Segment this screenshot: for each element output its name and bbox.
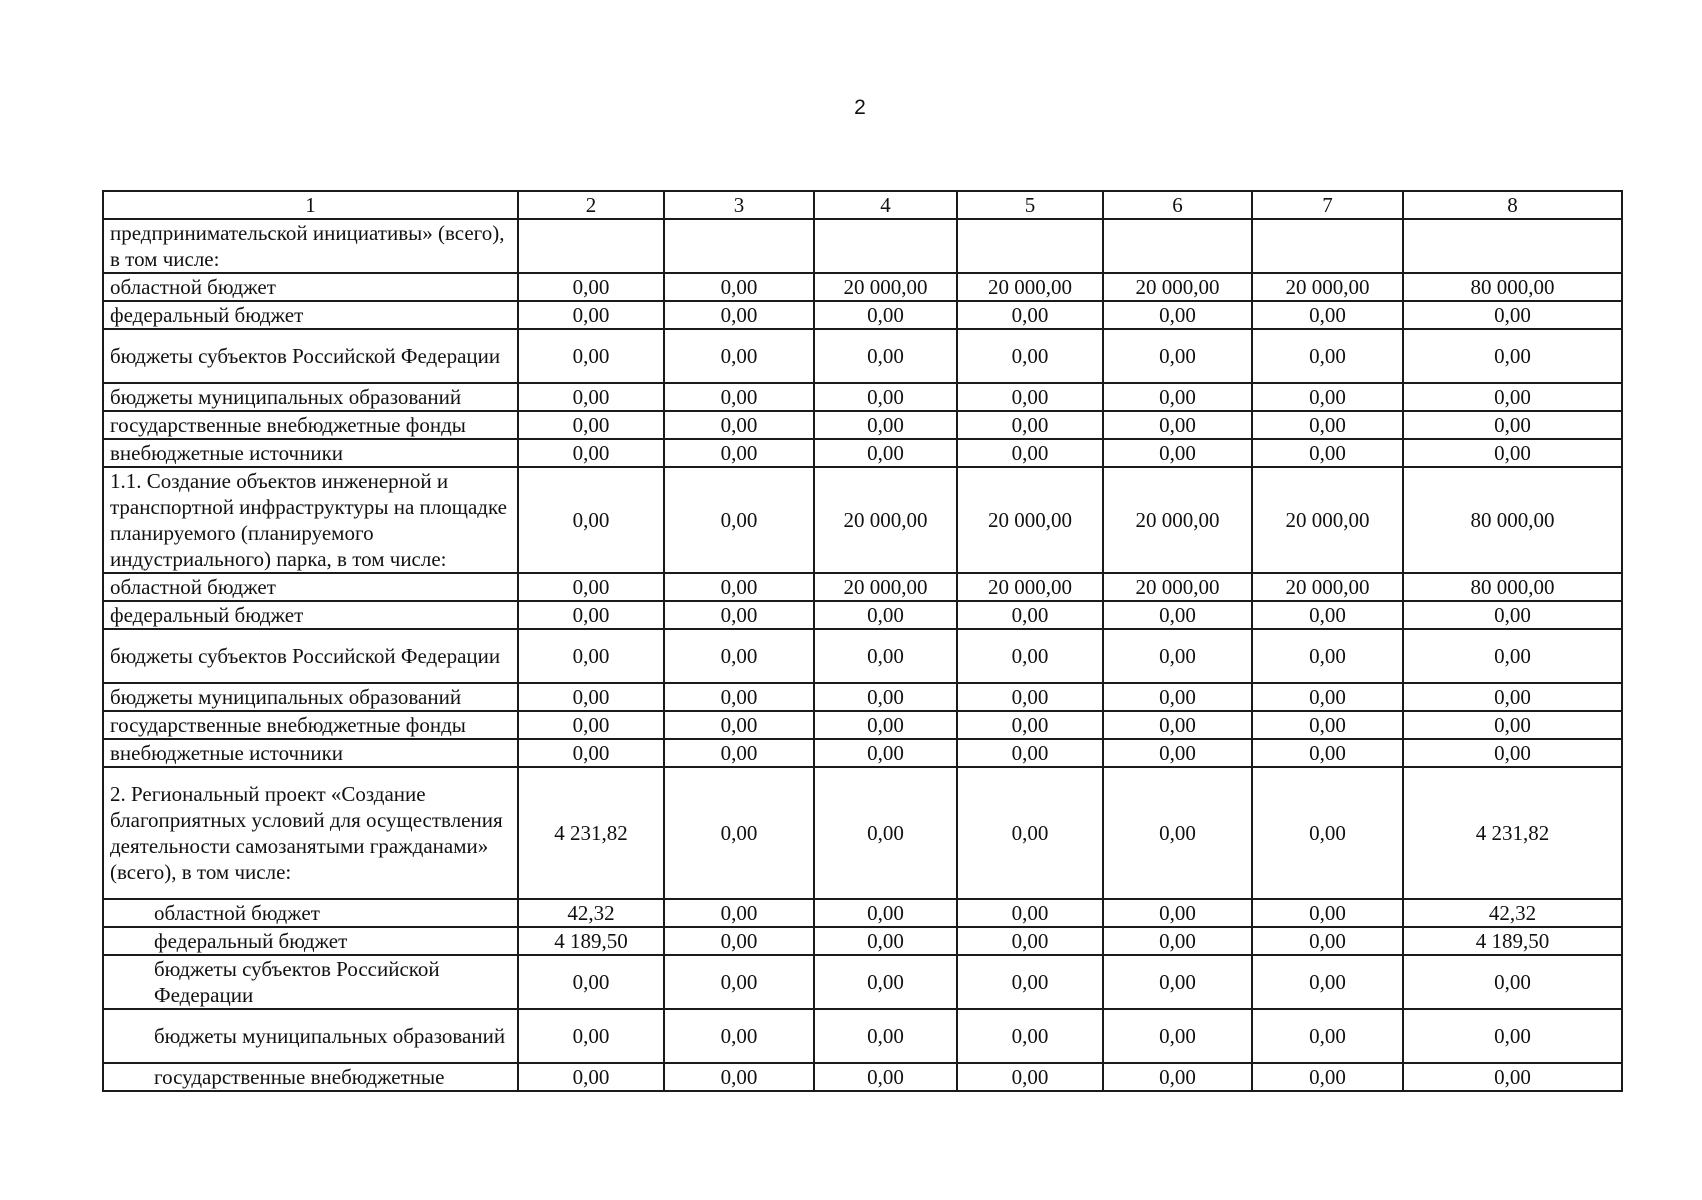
value-cell: 20 000,00 bbox=[957, 467, 1103, 573]
value-cell: 0,00 bbox=[814, 301, 957, 329]
value-cell: 0,00 bbox=[1103, 927, 1252, 955]
value-cell: 0,00 bbox=[664, 273, 814, 301]
value-cell: 0,00 bbox=[1103, 683, 1252, 711]
value-cell: 0,00 bbox=[518, 601, 664, 629]
value-cell: 0,00 bbox=[1103, 1009, 1252, 1063]
value-cell: 0,00 bbox=[814, 411, 957, 439]
value-cell: 0,00 bbox=[518, 467, 664, 573]
value-cell: 0,00 bbox=[1403, 301, 1622, 329]
value-cell: 0,00 bbox=[664, 1063, 814, 1091]
table-row bbox=[103, 683, 1622, 711]
value-cell: 0,00 bbox=[664, 383, 814, 411]
value-cell: 20 000,00 bbox=[1252, 273, 1403, 301]
value-cell: 0,00 bbox=[664, 329, 814, 383]
value-cell: 0,00 bbox=[1103, 383, 1252, 411]
table-row bbox=[103, 927, 1622, 955]
value-cell: 0,00 bbox=[957, 711, 1103, 739]
column-header-8: 8 bbox=[1403, 191, 1622, 219]
value-cell: 0,00 bbox=[664, 711, 814, 739]
value-cell: 0,00 bbox=[814, 439, 957, 467]
value-cell: 0,00 bbox=[1403, 383, 1622, 411]
column-header-3: 3 bbox=[664, 191, 814, 219]
row-label: федеральный бюджет bbox=[103, 601, 518, 629]
value-cell: 0,00 bbox=[1103, 899, 1252, 927]
row-label: 1.1. Создание объектов инженерной и транспортной инфраструктуры на площадке планируемого (планируемого индустриального) парка, в том числе: bbox=[103, 467, 518, 573]
value-cell: 0,00 bbox=[1103, 329, 1252, 383]
value-cell: 4 189,50 bbox=[1403, 927, 1622, 955]
column-header-1: 1 bbox=[103, 191, 518, 219]
table-row bbox=[103, 899, 1622, 927]
value-cell: 20 000,00 bbox=[1103, 273, 1252, 301]
value-cell: 0,00 bbox=[1103, 439, 1252, 467]
row-label: государственные внебюджетные bbox=[103, 1063, 518, 1091]
row-label: внебюджетные источники bbox=[103, 439, 518, 467]
row-label: бюджеты муниципальных образований bbox=[103, 683, 518, 711]
row-label: бюджеты муниципальных образований bbox=[103, 1009, 518, 1063]
row-label: областной бюджет bbox=[103, 273, 518, 301]
value-cell: 0,00 bbox=[664, 683, 814, 711]
value-cell: 0,00 bbox=[664, 411, 814, 439]
column-header-7: 7 bbox=[1252, 191, 1403, 219]
value-cell: 0,00 bbox=[1103, 955, 1252, 1009]
empty-cell bbox=[518, 219, 664, 273]
value-cell: 0,00 bbox=[1403, 1009, 1622, 1063]
value-cell: 0,00 bbox=[518, 683, 664, 711]
row-label: 2. Региональный проект «Создание благоприятных условий для осуществления деятельности самозанятыми гражданами» (всего), в том числе: bbox=[103, 767, 518, 899]
value-cell: 0,00 bbox=[957, 383, 1103, 411]
value-cell: 0,00 bbox=[1252, 955, 1403, 1009]
value-cell: 20 000,00 bbox=[1103, 467, 1252, 573]
value-cell: 0,00 bbox=[1103, 739, 1252, 767]
value-cell: 0,00 bbox=[1252, 329, 1403, 383]
value-cell: 0,00 bbox=[1103, 767, 1252, 899]
table-body bbox=[103, 191, 1622, 1091]
value-cell: 0,00 bbox=[1103, 711, 1252, 739]
value-cell: 0,00 bbox=[1403, 329, 1622, 383]
table-row bbox=[103, 467, 1622, 573]
value-cell: 0,00 bbox=[957, 955, 1103, 1009]
header-row bbox=[103, 191, 1622, 219]
row-label: федеральный бюджет bbox=[103, 301, 518, 329]
page-number: 2 bbox=[854, 96, 866, 119]
value-cell: 0,00 bbox=[664, 927, 814, 955]
value-cell: 0,00 bbox=[518, 411, 664, 439]
row-label: предпринимательской инициативы» (всего), в том числе: bbox=[103, 219, 518, 273]
value-cell: 0,00 bbox=[957, 629, 1103, 683]
value-cell: 0,00 bbox=[518, 629, 664, 683]
value-cell: 0,00 bbox=[1252, 301, 1403, 329]
value-cell: 0,00 bbox=[1103, 1063, 1252, 1091]
value-cell: 0,00 bbox=[664, 767, 814, 899]
value-cell: 0,00 bbox=[1403, 683, 1622, 711]
row-label: бюджеты муниципальных образований bbox=[103, 383, 518, 411]
value-cell: 0,00 bbox=[664, 301, 814, 329]
column-header-6: 6 bbox=[1103, 191, 1252, 219]
empty-cell bbox=[1403, 219, 1622, 273]
table-row bbox=[103, 383, 1622, 411]
value-cell: 0,00 bbox=[664, 739, 814, 767]
value-cell: 0,00 bbox=[1403, 711, 1622, 739]
value-cell: 20 000,00 bbox=[957, 273, 1103, 301]
value-cell: 80 000,00 bbox=[1403, 273, 1622, 301]
budget-table bbox=[102, 190, 1623, 1092]
value-cell: 4 231,82 bbox=[518, 767, 664, 899]
row-label: областной бюджет bbox=[103, 573, 518, 601]
value-cell: 42,32 bbox=[518, 899, 664, 927]
value-cell: 0,00 bbox=[664, 467, 814, 573]
value-cell: 0,00 bbox=[814, 601, 957, 629]
value-cell: 0,00 bbox=[957, 767, 1103, 899]
value-cell: 0,00 bbox=[1252, 683, 1403, 711]
row-label: внебюджетные источники bbox=[103, 739, 518, 767]
value-cell: 0,00 bbox=[814, 739, 957, 767]
value-cell: 0,00 bbox=[814, 767, 957, 899]
table-row bbox=[103, 711, 1622, 739]
value-cell: 4 231,82 bbox=[1403, 767, 1622, 899]
value-cell: 42,32 bbox=[1403, 899, 1622, 927]
table-row bbox=[103, 273, 1622, 301]
value-cell: 20 000,00 bbox=[1103, 573, 1252, 601]
value-cell: 0,00 bbox=[1403, 411, 1622, 439]
value-cell: 0,00 bbox=[1252, 1063, 1403, 1091]
value-cell: 0,00 bbox=[1403, 601, 1622, 629]
value-cell: 0,00 bbox=[1252, 899, 1403, 927]
value-cell: 0,00 bbox=[814, 1063, 957, 1091]
value-cell: 0,00 bbox=[518, 273, 664, 301]
value-cell: 0,00 bbox=[1252, 629, 1403, 683]
row-label: бюджеты субъектов Российской Федерации bbox=[103, 629, 518, 683]
value-cell: 0,00 bbox=[1252, 739, 1403, 767]
table-row bbox=[103, 629, 1622, 683]
value-cell: 0,00 bbox=[814, 711, 957, 739]
table-row bbox=[103, 301, 1622, 329]
table-row bbox=[103, 573, 1622, 601]
value-cell: 0,00 bbox=[518, 573, 664, 601]
value-cell: 20 000,00 bbox=[814, 273, 957, 301]
table-row bbox=[103, 329, 1622, 383]
value-cell: 0,00 bbox=[664, 573, 814, 601]
value-cell: 0,00 bbox=[957, 329, 1103, 383]
value-cell: 0,00 bbox=[1403, 1063, 1622, 1091]
value-cell: 80 000,00 bbox=[1403, 573, 1622, 601]
value-cell: 0,00 bbox=[518, 955, 664, 1009]
table-row bbox=[103, 439, 1622, 467]
value-cell: 0,00 bbox=[1103, 629, 1252, 683]
value-cell: 20 000,00 bbox=[814, 573, 957, 601]
row-label: государственные внебюджетные фонды bbox=[103, 411, 518, 439]
value-cell: 0,00 bbox=[664, 1009, 814, 1063]
value-cell: 0,00 bbox=[518, 301, 664, 329]
empty-cell bbox=[664, 219, 814, 273]
value-cell: 0,00 bbox=[1252, 767, 1403, 899]
table-row bbox=[103, 601, 1622, 629]
value-cell: 0,00 bbox=[1252, 383, 1403, 411]
value-cell: 0,00 bbox=[664, 601, 814, 629]
value-cell: 0,00 bbox=[1103, 411, 1252, 439]
value-cell: 0,00 bbox=[664, 629, 814, 683]
value-cell: 0,00 bbox=[814, 383, 957, 411]
row-label: бюджеты субъектов Российской Федерации bbox=[103, 955, 518, 1009]
value-cell: 0,00 bbox=[1252, 439, 1403, 467]
row-label: федеральный бюджет bbox=[103, 927, 518, 955]
value-cell: 0,00 bbox=[1252, 411, 1403, 439]
table-row bbox=[103, 1009, 1622, 1063]
row-label: областной бюджет bbox=[103, 899, 518, 927]
value-cell: 0,00 bbox=[664, 439, 814, 467]
column-header-2: 2 bbox=[518, 191, 664, 219]
value-cell: 0,00 bbox=[957, 1063, 1103, 1091]
value-cell: 0,00 bbox=[518, 329, 664, 383]
value-cell: 0,00 bbox=[814, 329, 957, 383]
value-cell: 0,00 bbox=[814, 1009, 957, 1063]
value-cell: 0,00 bbox=[957, 601, 1103, 629]
column-header-5: 5 bbox=[957, 191, 1103, 219]
value-cell: 0,00 bbox=[518, 1063, 664, 1091]
row-label: государственные внебюджетные фонды bbox=[103, 711, 518, 739]
empty-cell bbox=[957, 219, 1103, 273]
table-row bbox=[103, 411, 1622, 439]
value-cell: 20 000,00 bbox=[1252, 573, 1403, 601]
value-cell: 0,00 bbox=[814, 899, 957, 927]
value-cell: 0,00 bbox=[664, 899, 814, 927]
value-cell: 0,00 bbox=[957, 899, 1103, 927]
table-row bbox=[103, 767, 1622, 899]
row-label: бюджеты субъектов Российской Федерации bbox=[103, 329, 518, 383]
value-cell: 0,00 bbox=[957, 439, 1103, 467]
value-cell: 80 000,00 bbox=[1403, 467, 1622, 573]
value-cell: 0,00 bbox=[814, 955, 957, 1009]
empty-cell bbox=[1252, 219, 1403, 273]
value-cell: 0,00 bbox=[1252, 927, 1403, 955]
value-cell: 0,00 bbox=[814, 927, 957, 955]
value-cell: 20 000,00 bbox=[814, 467, 957, 573]
value-cell: 0,00 bbox=[518, 739, 664, 767]
value-cell: 0,00 bbox=[957, 1009, 1103, 1063]
value-cell: 0,00 bbox=[814, 629, 957, 683]
column-header-4: 4 bbox=[814, 191, 957, 219]
value-cell: 0,00 bbox=[664, 955, 814, 1009]
value-cell: 0,00 bbox=[957, 411, 1103, 439]
empty-cell bbox=[1103, 219, 1252, 273]
table-row bbox=[103, 1063, 1622, 1091]
table-row bbox=[103, 219, 1622, 273]
value-cell: 0,00 bbox=[1403, 739, 1622, 767]
value-cell: 0,00 bbox=[518, 383, 664, 411]
value-cell: 0,00 bbox=[814, 683, 957, 711]
value-cell: 0,00 bbox=[957, 301, 1103, 329]
value-cell: 0,00 bbox=[1103, 601, 1252, 629]
table-row bbox=[103, 739, 1622, 767]
value-cell: 20 000,00 bbox=[957, 573, 1103, 601]
table-row bbox=[103, 955, 1622, 1009]
value-cell: 0,00 bbox=[1103, 301, 1252, 329]
value-cell: 0,00 bbox=[1252, 711, 1403, 739]
value-cell: 20 000,00 bbox=[1252, 467, 1403, 573]
value-cell: 0,00 bbox=[957, 927, 1103, 955]
value-cell: 0,00 bbox=[518, 439, 664, 467]
empty-cell bbox=[814, 219, 957, 273]
value-cell: 0,00 bbox=[1403, 955, 1622, 1009]
value-cell: 0,00 bbox=[1252, 601, 1403, 629]
value-cell: 0,00 bbox=[957, 683, 1103, 711]
value-cell: 0,00 bbox=[1403, 439, 1622, 467]
value-cell: 0,00 bbox=[518, 711, 664, 739]
value-cell: 0,00 bbox=[518, 1009, 664, 1063]
value-cell: 0,00 bbox=[1403, 629, 1622, 683]
value-cell: 4 189,50 bbox=[518, 927, 664, 955]
value-cell: 0,00 bbox=[1252, 1009, 1403, 1063]
value-cell: 0,00 bbox=[957, 739, 1103, 767]
